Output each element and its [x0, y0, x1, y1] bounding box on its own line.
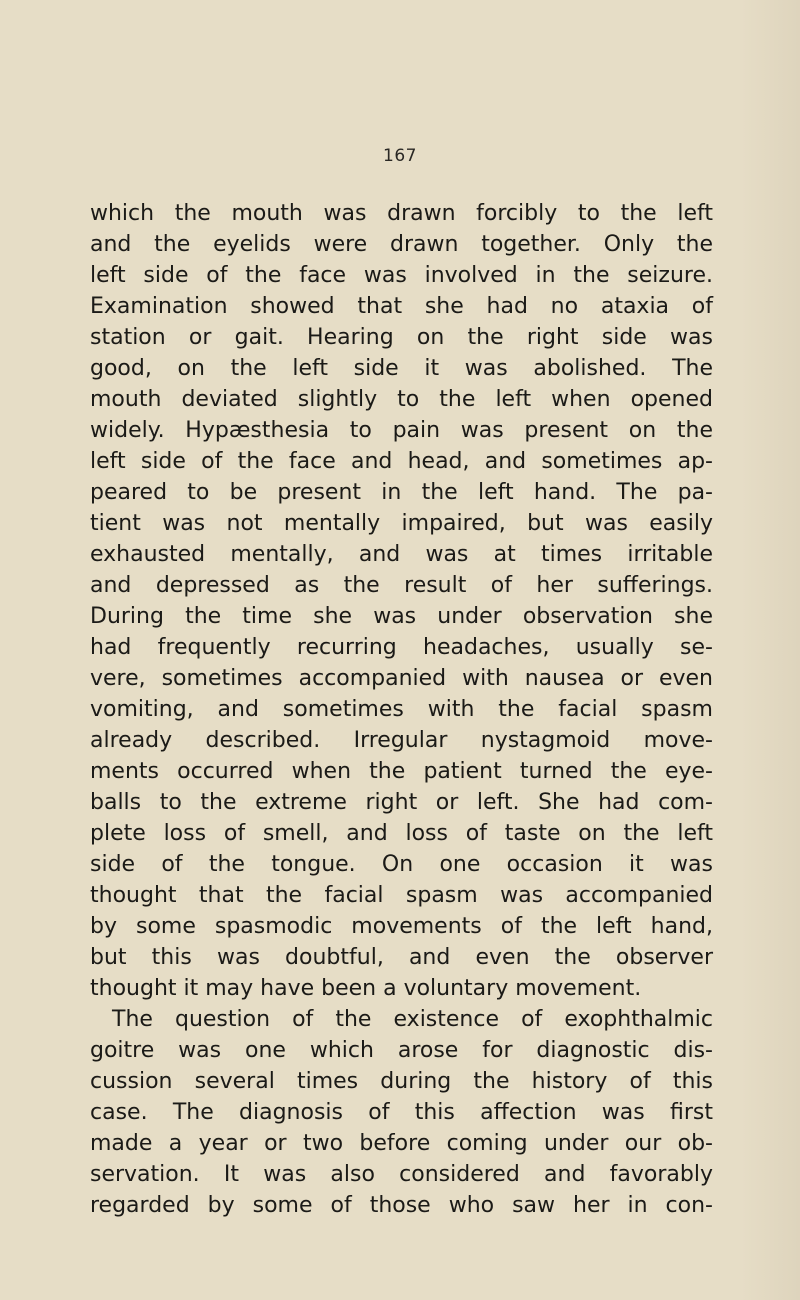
- text-line: good, on the left side it was abolished. The: [90, 356, 713, 381]
- text-line: vere, sometimes accompanied with nausea or even: [90, 666, 713, 691]
- text-line: Examination showed that she had no ataxia of: [90, 294, 713, 319]
- text-line: goitre was one which arose for diagnostic dis-: [90, 1038, 713, 1063]
- text-line: had frequently recurring headaches, usually se-: [90, 635, 713, 660]
- text-line: cussion several times during the history of this: [90, 1069, 713, 1094]
- page-number: 167: [383, 146, 417, 166]
- text-line: thought it may have been a voluntary movement.: [90, 976, 642, 1001]
- text-line: balls to the extreme right or left. She had com-: [90, 790, 713, 815]
- text-line: exhausted mentally, and was at times irritable: [90, 542, 713, 567]
- text-line: The question of the existence of exophthalmic: [112, 1007, 713, 1032]
- text-line: ments occurred when the patient turned the eye-: [90, 759, 713, 784]
- text-line: made a year or two before coming under our ob-: [90, 1131, 713, 1156]
- text-line: plete loss of smell, and loss of taste on the left: [90, 821, 713, 846]
- text-line: by some spasmodic movements of the left hand,: [90, 914, 713, 939]
- text-line: already described. Irregular nystagmoid move-: [90, 728, 713, 753]
- text-line: side of the tongue. On one occasion it was: [90, 852, 713, 877]
- text-line: vomiting, and sometimes with the facial spasm: [90, 697, 713, 722]
- text-line: peared to be present in the left hand. The pa-: [90, 480, 713, 505]
- text-line: During the time she was under observation she: [90, 604, 713, 629]
- text-line: thought that the facial spasm was accompanied: [90, 883, 713, 908]
- text-line: mouth deviated slightly to the left when opened: [90, 387, 713, 412]
- text-line: but this was doubtful, and even the observer: [90, 945, 713, 970]
- text-line: regarded by some of those who saw her in con-: [90, 1193, 713, 1218]
- page-edge-shading: [740, 0, 800, 1300]
- text-line: case. The diagnosis of this affection was first: [90, 1100, 713, 1125]
- text-line: station or gait. Hearing on the right side was: [90, 325, 713, 350]
- text-line: widely. Hypæsthesia to pain was present on the: [90, 418, 713, 443]
- text-line: left side of the face and head, and sometimes ap-: [90, 449, 713, 474]
- text-line: and the eyelids were drawn together. Only the: [90, 232, 713, 257]
- text-line: and depressed as the result of her sufferings.: [90, 573, 713, 598]
- text-line: servation. It was also considered and favorably: [90, 1162, 713, 1187]
- text-line: left side of the face was involved in the seizure.: [90, 263, 713, 288]
- text-line: tient was not mentally impaired, but was easily: [90, 511, 713, 536]
- text-line: which the mouth was drawn forcibly to the left: [90, 201, 713, 226]
